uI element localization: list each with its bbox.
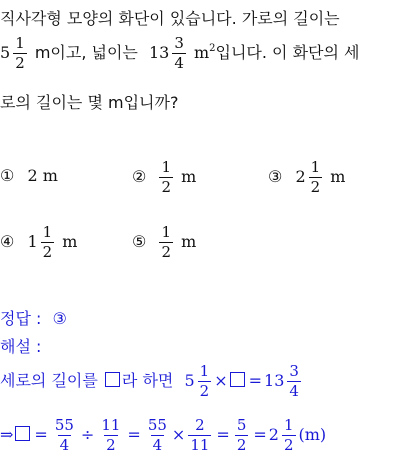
result-unit: (m) [298, 425, 327, 444]
explanation-text-1: 세로의 길이를 [0, 371, 98, 390]
exp1-width-fraction [198, 364, 212, 399]
area-fraction [172, 36, 186, 71]
choice-fraction [159, 225, 173, 260]
choice-fraction [159, 160, 173, 195]
fraction-55-4-b [146, 418, 169, 453]
result-fraction [282, 418, 296, 453]
fraction-55-4 [53, 418, 76, 453]
choice-5[interactable] [132, 225, 196, 260]
choice-unit: m [181, 167, 197, 186]
numerator: 1 [283, 416, 294, 434]
choice-marker: ③ [268, 167, 283, 186]
choice-unit: m [181, 232, 197, 251]
width-whole: 5 [0, 43, 11, 62]
denominator: 2 [236, 436, 247, 454]
choice-numerator: 1 [310, 158, 321, 176]
equals-sign: = [34, 425, 48, 444]
width-fraction [13, 36, 27, 71]
denominator: 4 [59, 436, 70, 454]
area-whole: 13 [148, 43, 170, 62]
explanation-label-line [0, 334, 41, 357]
choice-denominator: 2 [161, 178, 171, 196]
choice-fraction [309, 160, 323, 195]
area-unit: m [193, 43, 210, 62]
choice-unit: m [62, 232, 78, 251]
choice-numerator: 1 [42, 223, 53, 241]
implies-arrow-icon: ⇒ [0, 425, 14, 444]
exp1-width-denominator: 2 [199, 382, 210, 400]
result-whole: 2 [268, 425, 279, 444]
explanation-label: 해설 : [0, 337, 42, 356]
exp1-area-fraction [287, 364, 301, 399]
choice-unit: m [42, 166, 58, 185]
equals-sign: = [127, 425, 141, 444]
denominator: 4 [152, 436, 163, 454]
area-numerator: 3 [174, 34, 184, 52]
exp1-area-whole: 13 [264, 371, 285, 390]
fraction-5-2 [235, 418, 249, 453]
numerator: 2 [195, 416, 205, 434]
numerator: 11 [101, 416, 121, 434]
exp1-area-numerator: 3 [289, 362, 299, 380]
numerator: 5 [236, 416, 247, 434]
unknown-box-icon [230, 372, 245, 387]
fraction-2-11 [188, 418, 211, 453]
denominator: 2 [283, 436, 294, 454]
denominator: 11 [190, 436, 210, 454]
unknown-box-icon [105, 372, 120, 387]
choice-whole: 2 [295, 167, 306, 186]
equals-sign: = [253, 425, 267, 444]
choice-unit: m [330, 167, 346, 186]
answer-label: 정답 : [0, 309, 42, 328]
choice-marker: ① [0, 166, 15, 185]
answer-value: ③ [52, 309, 67, 328]
question-text-1: 직사각형 모양의 화단이 있습니다. 가로의 길이는 [0, 9, 340, 28]
numerator: 55 [147, 416, 167, 434]
choice-denominator: 2 [310, 178, 321, 196]
fraction-11-2 [99, 418, 122, 453]
choice-marker: ④ [0, 232, 15, 251]
question-tail: 입니다. 이 화단의 세 [215, 43, 360, 62]
times-sign: × [214, 371, 228, 390]
width-unit-text: m이고, 넓이는 [34, 43, 138, 62]
exp1-width-numerator: 1 [199, 362, 210, 380]
denominator: 2 [106, 436, 116, 454]
choice-numerator: 1 [161, 223, 171, 241]
divide-sign: ÷ [80, 425, 95, 444]
answer-line [0, 306, 67, 329]
question-text-3: 로의 길이는 몇 m입니까? [0, 93, 179, 112]
width-denominator: 2 [15, 54, 25, 72]
question-line-2 [0, 36, 360, 71]
area-denominator: 4 [174, 54, 184, 72]
choice-marker: ② [132, 167, 147, 186]
choice-1[interactable] [0, 166, 58, 185]
explanation-line-2 [0, 418, 326, 453]
choice-numerator: 1 [161, 158, 171, 176]
choice-marker: ⑤ [132, 232, 147, 251]
choice-denominator: 2 [42, 243, 53, 261]
explanation-line-1 [0, 364, 304, 399]
equals-sign: = [248, 371, 263, 390]
choice-whole: 2 [27, 166, 38, 185]
width-numerator: 1 [15, 34, 25, 52]
equals-sign: = [216, 425, 230, 444]
unknown-box-icon [15, 426, 30, 441]
area-exponent: 2 [209, 43, 216, 54]
choice-fraction [41, 225, 55, 260]
exp1-area-denominator: 4 [289, 382, 299, 400]
choice-denominator: 2 [161, 243, 171, 261]
exp1-width-whole: 5 [184, 371, 195, 390]
numerator: 55 [54, 416, 74, 434]
question-line-3 [0, 90, 178, 113]
choice-4[interactable] [0, 225, 77, 260]
choice-3[interactable] [268, 160, 345, 195]
times-sign: × [171, 425, 186, 444]
choice-2[interactable] [132, 160, 196, 195]
explanation-text-2: 라 하면 [121, 371, 174, 390]
question-line-1 [0, 6, 340, 29]
choice-whole: 1 [27, 232, 38, 251]
